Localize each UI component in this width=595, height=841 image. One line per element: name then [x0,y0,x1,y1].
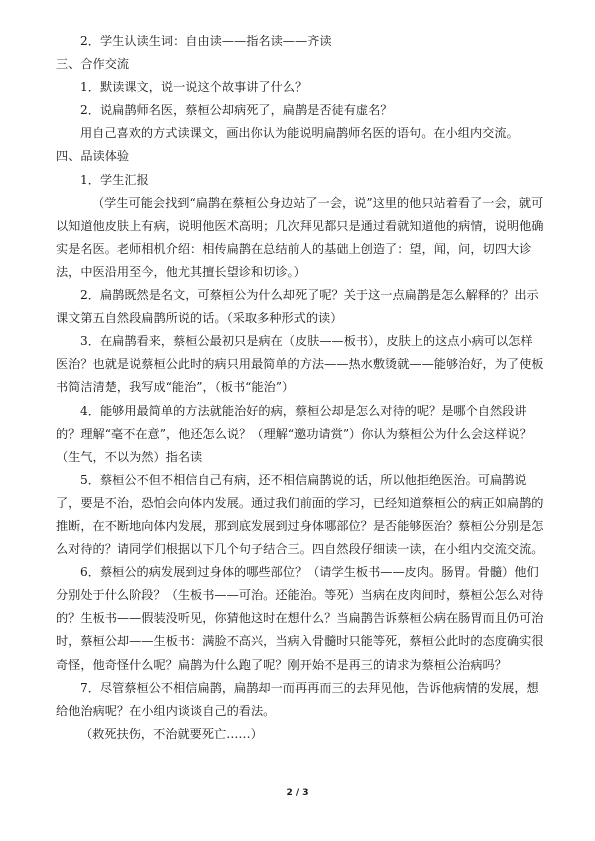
paragraph: 四、品读体验 [56,149,130,164]
paragraph: 2．说扁鹊师名医，蔡桓公却病死了，扁鹊是否徒有虚名？ [80,103,393,118]
paragraph: 7．尽管蔡桓公不相信扁鹊，扁鹊却一而再再而三的去拜见他，告诉他病情的发展，想给他治病呢？在小组内谈谈自己的看法。 [56,680,539,718]
paragraph: 3．在扁鹊看来，蔡桓公最初只是病在（皮肤——板书），皮肤上的这点小病可以怎样医治？也就是说蔡桓公此时的病只用最简单的方法——热水敷烫就——能够治好，为了使板书简洁清楚，我写成“能治”，（板书“能治”） [56,334,544,395]
paragraph: 2．扁鹊既然是名文，可蔡桓公为什么却死了呢？关于这一点扁鹊是怎么解释的？出示课文第五自然段扁鹊所说的话。（采取多种形式的读） [56,288,539,326]
paragraph: 1．默读课文，说一说这个故事讲了什么？ [80,80,308,95]
page-number: 2 / 3 [286,788,309,798]
paragraph: 6．蔡桓公的病发展到过身体的哪些部位？（请学生板书——皮肉。肠胃。骨髓）他们分别处于什么阶段？（生板书——可治。还能治。等死）当病在皮肉间时，蔡桓公怎么对待的？生板书——假装没听见，你猜他这时在想什么？当扁鹊告诉蔡桓公病在肠胃而且仍可治时，蔡桓公却——生板书：满脸不高兴，当病入骨髓时只能等死，蔡桓公此时的态度确实很奇怪，他奇怪什么呢？扁鹊为什么跑了呢？刚开始不是再三的请求为蔡桓公治病吗？ [56,565,544,672]
paragraph: （学生可能会找到“扁鹊在蔡桓公身边站了一会，说”这里的他只站着看了一会，就可以知道他皮肤上有病，说明他医术高明；几次拜见都只是通过看就知道他的病情，说明他确实是名医。老师相机介绍：相传扁鹊在总结前人的基础上创造了：望，闻，问，切四大诊法，中医沿用至今，他尤其擅长望诊和切诊。） [56,195,544,279]
document-body [56,30,544,746]
paragraph: 4．能够用最简单的方法就能治好的病，蔡桓公却是怎么对待的呢？是哪个自然段讲的？理解“毫不在意”，他还怎么说？（理解“邀功请赏”）你认为蔡桓公为什么会这样说？（生气，不以为然）指名读 [56,403,532,464]
paragraph: 2．学生认读生词：自由读——指名读——齐读 [80,34,332,48]
paragraph: 5．蔡桓公不但不相信自己有病，还不相信扁鹊说的话，所以他拒绝医治。可扁鹊说了，要是不治，恐怕会向体内发展。通过我们前面的学习，已经知道蔡桓公的病正如扁鹊的推断，在不断地向体内发展，那到底发展到过身体哪部位？是否能够医治？蔡桓公分别是怎么对待的？请同学们根据以下几个句子结合三。四自然段仔细读一读，在小组内交流交流。 [56,472,544,557]
paragraph: 1．学生汇报 [80,172,149,187]
paragraph: （救死扶伤，不治就要死亡……） [80,726,263,741]
paragraph: 三、合作交流 [56,57,130,72]
paragraph: 用自己喜欢的方式读课文，画出你认为能说明扁鹊师名医的语句。在小组内交流。 [80,126,519,141]
